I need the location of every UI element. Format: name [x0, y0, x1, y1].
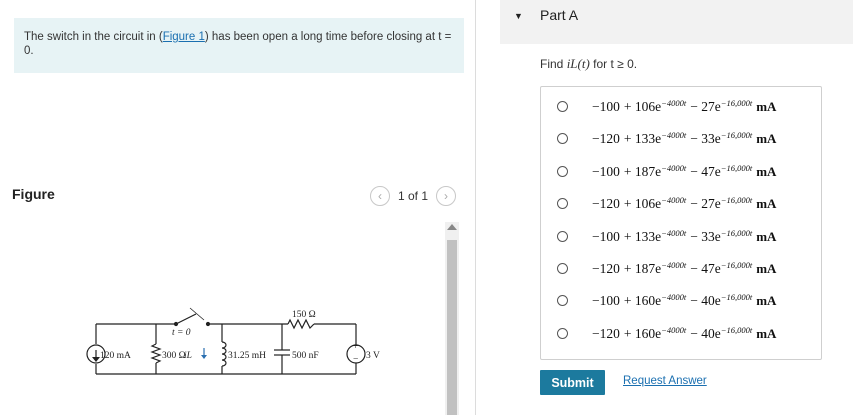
expr-constant: −100	[592, 99, 620, 114]
expr-unit: mA	[756, 196, 777, 212]
expr-constant: −100	[592, 228, 620, 244]
svg-text:+: +	[353, 342, 359, 352]
expr-unit: mA	[756, 131, 777, 147]
expr-constant: −120	[592, 131, 620, 147]
expr-exponent2: −16,000t	[720, 130, 753, 141]
expr-exponent1: −4000t	[661, 162, 687, 173]
expr-exponent1: −4000t	[661, 324, 687, 335]
radio-button[interactable]	[557, 166, 568, 177]
r2-label: 150 Ω	[292, 310, 316, 320]
radio-button[interactable]	[557, 101, 568, 112]
expr-term1: + 106e	[623, 196, 662, 212]
scroll-up-icon[interactable]	[447, 224, 457, 230]
expr-exponent2: −16,000t	[720, 195, 753, 206]
scroll-thumb[interactable]	[447, 240, 457, 415]
column-divider	[475, 0, 476, 415]
expr-exponent2: −16,000t	[720, 162, 753, 173]
expr-term2: − 33e	[690, 131, 721, 147]
radio-button[interactable]	[557, 133, 568, 144]
problem-statement	[14, 18, 464, 73]
expr-term1: + 133e	[623, 228, 662, 244]
chevron-left-icon[interactable]: ‹	[370, 186, 390, 206]
request-answer-link[interactable]: Request Answer	[623, 375, 707, 387]
radio-button[interactable]	[557, 263, 568, 274]
voltage-label: 3 V	[366, 351, 380, 361]
expr-constant: −100	[592, 293, 620, 309]
expr-term1: + 133e	[623, 131, 662, 147]
expr-term1: + 160e	[623, 293, 662, 309]
answer-option[interactable]	[541, 254, 821, 282]
answer-option[interactable]	[541, 189, 821, 217]
figure-title: Figure	[12, 186, 55, 202]
r1-label: 300 Ω	[162, 351, 186, 361]
switch-label: t = 0	[172, 328, 191, 338]
expr-exponent2: −16,000t	[720, 227, 753, 238]
answer-expression	[592, 99, 776, 115]
answer-option[interactable]	[541, 286, 821, 314]
expr-unit: mA	[756, 99, 777, 114]
answer-expression	[592, 229, 776, 245]
answer-expression	[592, 293, 776, 309]
answer-expression	[592, 131, 776, 147]
expr-term2: − 40e	[690, 325, 721, 341]
radio-button[interactable]	[557, 328, 568, 339]
submit-button[interactable]: Submit	[540, 370, 605, 395]
answer-option[interactable]	[541, 157, 821, 185]
answer-choices	[540, 86, 822, 360]
source-current-label: 120 mA	[100, 351, 131, 361]
expr-exponent2: −16,000t	[720, 292, 753, 303]
expr-constant: −100	[592, 163, 620, 179]
expr-exponent1: −4000t	[661, 130, 687, 141]
expr-term1: + 187e	[623, 261, 662, 276]
expr-term2: − 47e	[690, 261, 721, 276]
question-prompt	[540, 56, 637, 72]
pager-label: 1 of 1	[398, 189, 429, 203]
expr-term1: + 187e	[623, 163, 662, 179]
circuit-diagram	[78, 300, 378, 380]
radio-button[interactable]	[557, 198, 568, 209]
expr-term2: − 33e	[690, 228, 721, 244]
expr-exponent1: −4000t	[661, 260, 687, 270]
question-prefix: Find	[540, 57, 567, 71]
answer-option[interactable]	[541, 92, 821, 120]
chevron-right-icon[interactable]: ›	[436, 186, 456, 206]
expr-term2: − 27e	[690, 99, 721, 114]
expr-unit: mA	[756, 228, 777, 244]
expr-term2: − 40e	[690, 293, 721, 309]
answer-option[interactable]	[541, 222, 821, 250]
answer-expression	[592, 326, 776, 342]
question-function: iL(t)	[566, 56, 590, 71]
answer-option[interactable]	[541, 319, 821, 347]
capacitor-label: 500 nF	[292, 351, 319, 361]
radio-button[interactable]	[557, 295, 568, 306]
svg-text:−: −	[353, 355, 359, 365]
expr-constant: −120	[592, 261, 620, 276]
expr-exponent2: −16,000t	[720, 260, 753, 270]
expr-term1: + 160e	[623, 325, 662, 341]
expr-exponent1: −4000t	[661, 98, 687, 108]
figure-pager	[370, 186, 456, 206]
expr-exponent2: −16,000t	[720, 98, 753, 108]
expr-exponent1: −4000t	[661, 195, 687, 206]
triangle-down-icon[interactable]: ▼	[514, 11, 523, 21]
expr-exponent1: −4000t	[661, 292, 687, 303]
answer-expression	[592, 164, 776, 180]
expr-term2: − 27e	[690, 196, 721, 212]
problem-text-after: ) has been open a long time before closing at t = 0.	[24, 31, 452, 57]
part-a-header[interactable]	[500, 0, 853, 44]
question-condition: for t ≥ 0.	[589, 57, 638, 71]
part-title: Part A	[540, 7, 579, 23]
answer-expression	[592, 196, 776, 212]
expr-constant: −120	[592, 325, 620, 341]
figure-link[interactable]: Figure 1	[162, 31, 205, 43]
expr-exponent1: −4000t	[661, 227, 687, 238]
expr-unit: mA	[756, 293, 777, 309]
expr-unit: mA	[756, 261, 777, 276]
problem-text-before: The switch in the circuit in (	[24, 31, 163, 43]
inductor-label: 31.25 mH	[228, 351, 266, 361]
expr-term2: − 47e	[690, 163, 721, 179]
expr-exponent2: −16,000t	[720, 324, 753, 335]
radio-button[interactable]	[557, 231, 568, 242]
expr-unit: mA	[756, 325, 777, 341]
expr-term1: + 106e	[623, 99, 662, 114]
il-label: iL	[184, 351, 192, 361]
expr-unit: mA	[756, 163, 777, 179]
answer-option[interactable]	[541, 124, 821, 152]
expr-constant: −120	[592, 196, 620, 212]
answer-expression	[592, 261, 776, 277]
figure-scrollbar[interactable]	[445, 222, 459, 415]
